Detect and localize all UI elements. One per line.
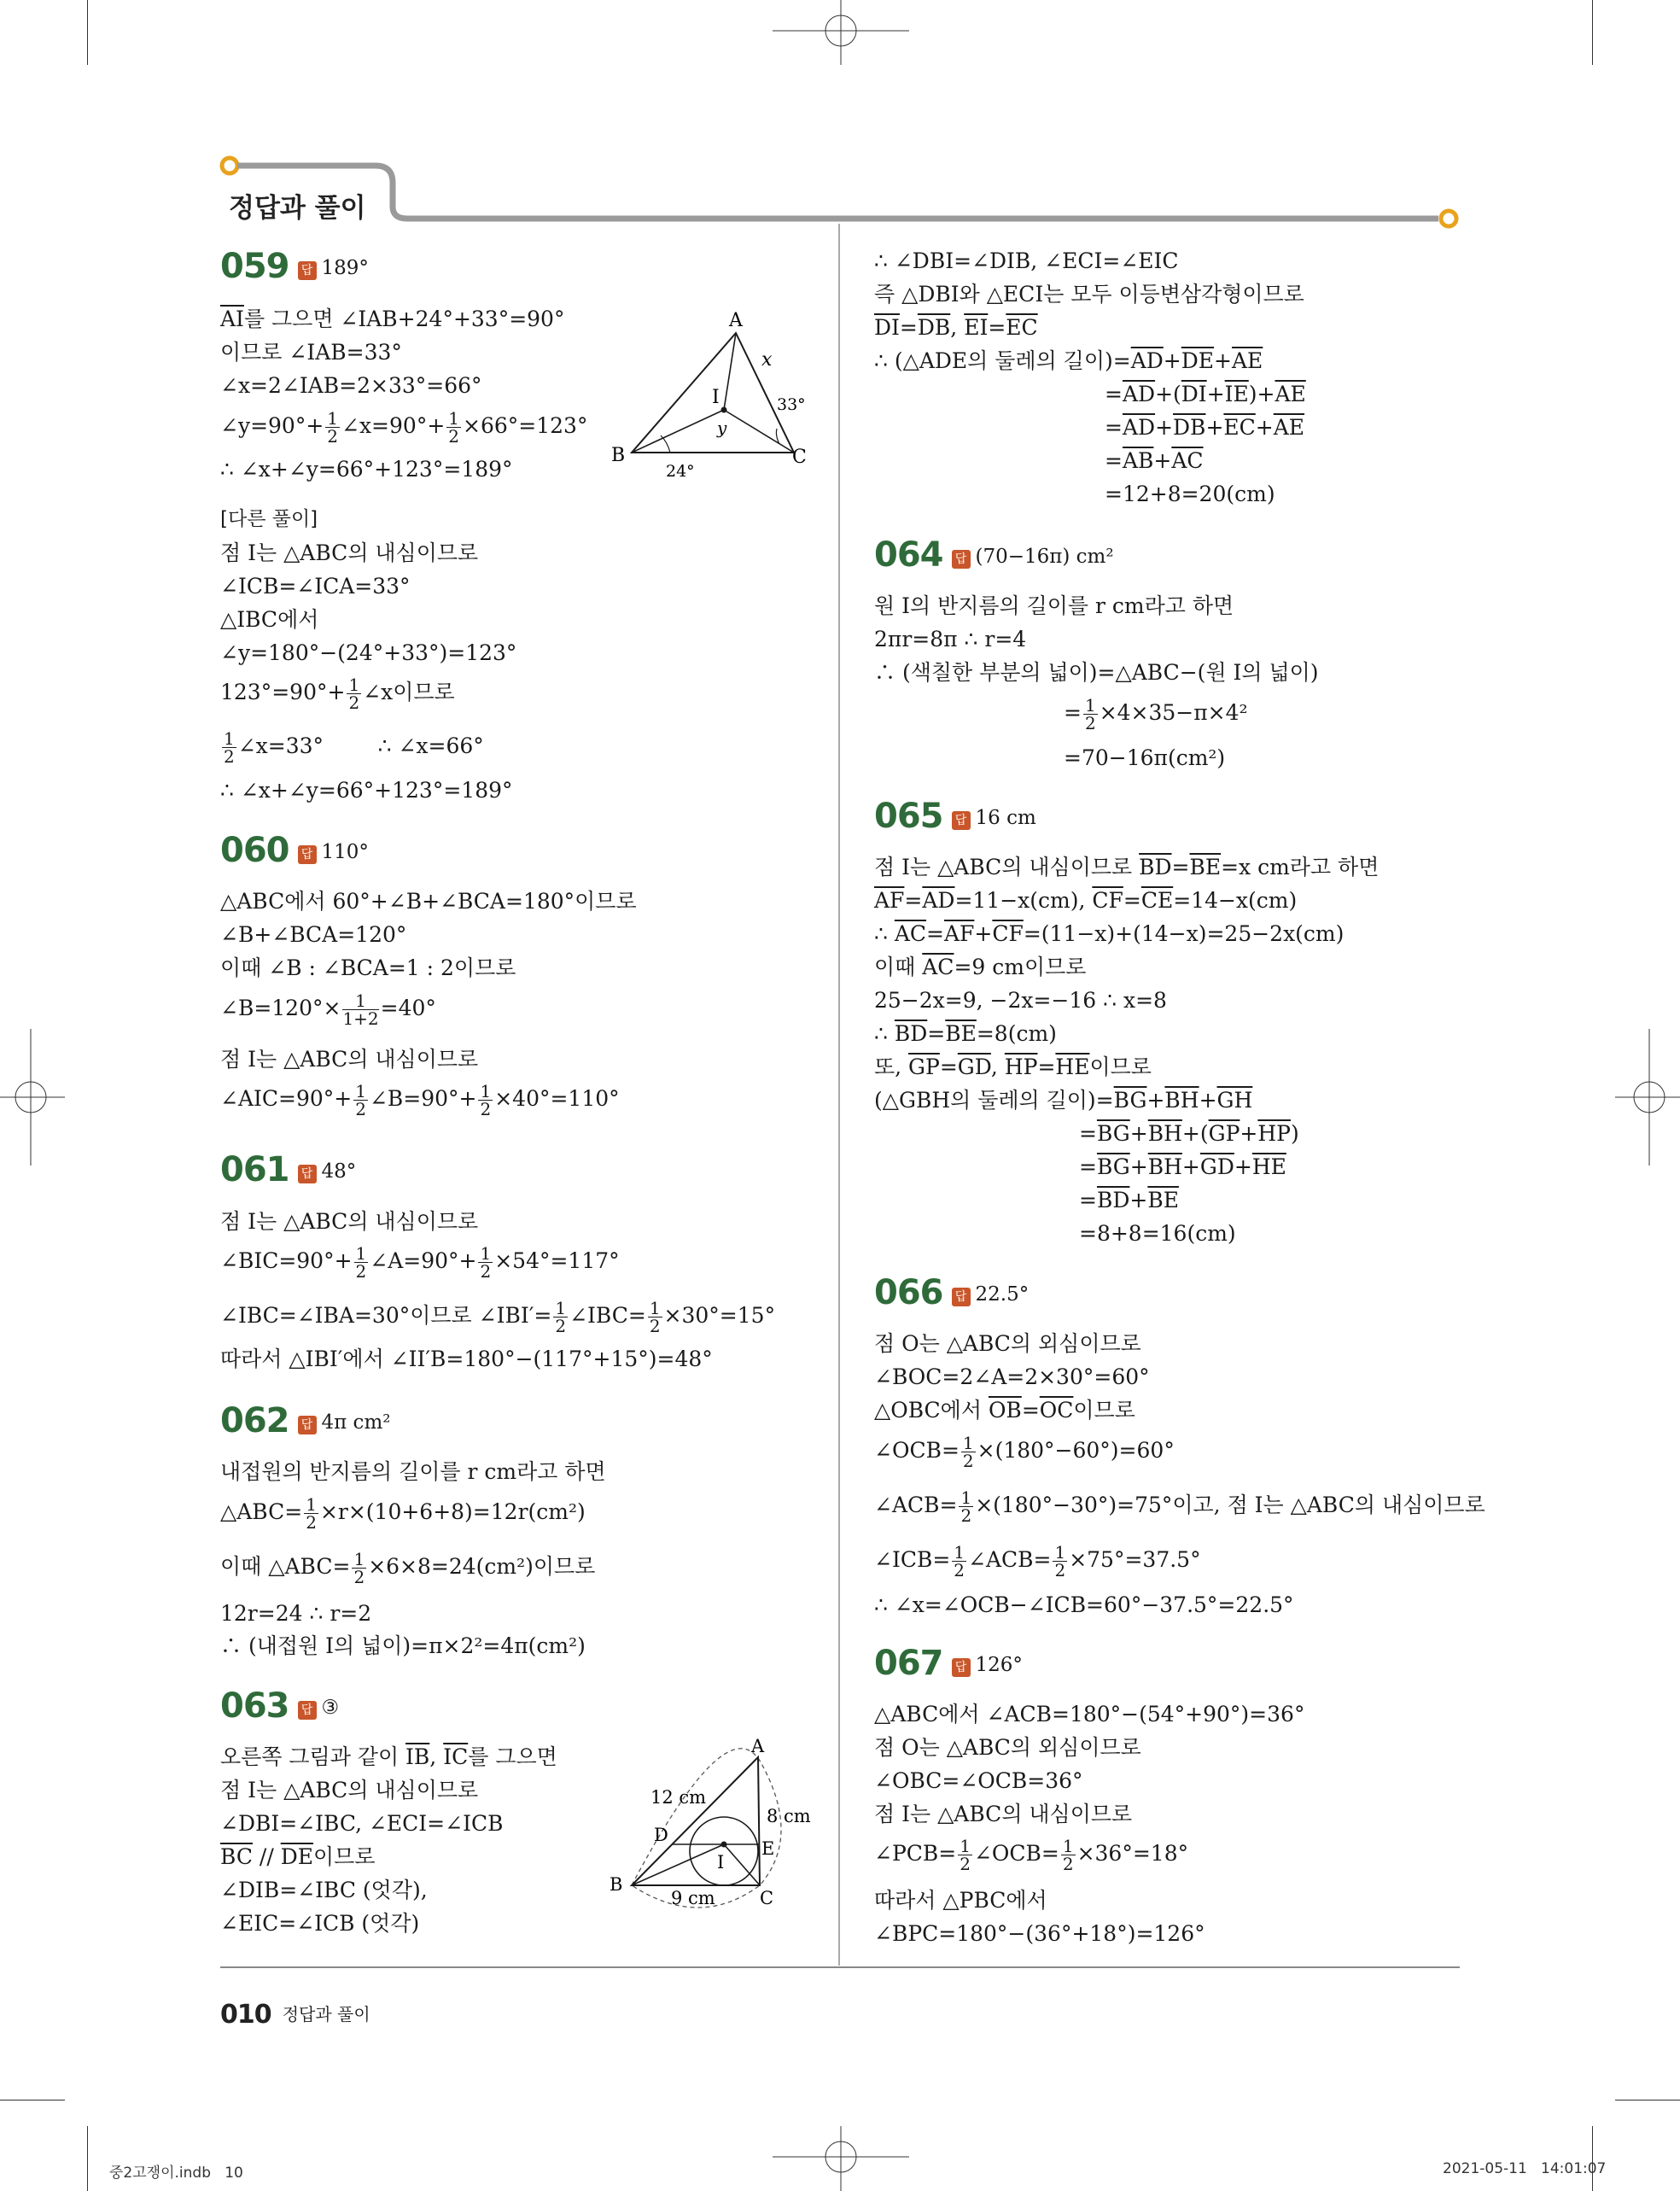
page-footer [220,2000,370,2030]
slug-filename: 중2고쟁이.indb 10 [109,2165,243,2182]
solution-line: 따라서 △PBC에서 [874,1888,1047,1913]
problem-number: 066 [874,1273,943,1312]
page-number: 010 [220,2000,271,2030]
solution-line: 점 O는 △ABC의 외심이므로 [874,1735,1141,1760]
solution-line: 이때 ∠B : ∠BCA=1 : 2이므로 [220,955,516,980]
solution-line: ∠B+∠BCA=120° [220,922,407,947]
answer-badge: 답 [952,1658,971,1677]
alt-solution-heading: [다른 풀이] [220,508,318,530]
solution-line: ∠BOC=2∠A=2×30°=60° [874,1364,1150,1389]
solution-line: $\frac{1}{2}$ ∠x=33° ∴ ∠x=66° [224,728,484,767]
solution-line: ∠y=90°+ $\frac{1}{2}$ ∠x=90°+ $\frac{1}{2}$ ×66°=123° [220,408,588,447]
label-a: A [729,310,743,331]
answer-badge: 답 [298,1416,317,1434]
problem-number: 060 [220,831,289,870]
solution-line: $\overline{BC} // \overline{DE}$이므로 [220,1844,376,1869]
solution-line: $=\overline{AB}+\overline{AC}$ [1105,448,1204,473]
label-b: B [611,445,626,466]
problem-060-header [220,831,369,870]
solution-line: 점 I는 △ABC의 내심이므로 [220,1209,479,1234]
problem-number: 062 [220,1401,289,1440]
solution-line: =12+8=20(cm) [1105,482,1275,506]
solution-line: ∠y=180°−(24°+33°)=123° [220,640,517,665]
column-divider [838,224,840,1966]
solution-line: 이때 $\overline{AC}=9$ cm이므로 [874,955,1087,979]
solution-line: =8+8=16(cm) [1079,1221,1236,1246]
label-i: I [717,1852,725,1873]
answer-value: (70−16π) cm² [975,546,1114,568]
problem-065-header [874,797,1036,836]
solution-line: $\overline{AF}=\overline{AD}=11-x(cm)$, $\overline{CF}=\overline{CE}=14-x(cm)$ [874,888,1298,913]
solution-line: ∠OCB= $\frac{1}{2}$ ×(180°−60°)=60° [874,1433,1175,1471]
figure-063-triangle [598,1733,828,1913]
answer-badge: 답 [298,1701,317,1720]
solution-line: △ABC에서 ∠ACB=180°−(54°+90°)=36° [874,1702,1305,1727]
solution-line: ∠ACB= $\frac{1}{2}$ ×(180°−30°)=75°이고, 점 I는 △ABC의 내심이므로 [874,1487,1485,1526]
solution-line: $=\overline{AD}+(\overline{DI}+\overline{IE})+\overline{AE}$ [1105,382,1306,406]
problem-number: 059 [220,247,289,286]
figure-059-triangle [598,307,820,478]
registration-mark-top [773,0,909,65]
solution-line: ∠BIC=90°+ $\frac{1}{2}$ ∠A=90°+ $\frac{1}{2}$ ×54°=117° [220,1243,620,1282]
registration-mark-bottom [773,2126,909,2191]
solution-line: ∠AIC=90°+ $\frac{1}{2}$ ∠B=90°+ $\frac{1}{2}$ ×40°=110° [220,1081,620,1119]
solution-line: ∴ ∠x=∠OCB−∠ICB=60°−37.5°=22.5° [874,1592,1294,1617]
label-x: x [761,349,773,371]
label-angle-b: 24° [666,462,695,478]
crop-mark [1592,2126,1593,2191]
solution-line: 점 I는 △ABC의 내심이므로 [220,1047,479,1072]
answer-value: 48° [321,1160,357,1183]
footer-label: 정답과 풀이 [282,2004,370,2024]
solution-line: 이때 △ABC= $\frac{1}{2}$ ×6×8=24(cm²)이므로 [220,1549,596,1587]
solution-line: △ABC에서 60°+∠B+∠BCA=180°이므로 [220,889,637,914]
label-e: E [761,1838,775,1859]
label-ac: 8 cm [767,1806,811,1826]
solution-line: 점 I는 △ABC의 내심이므로 $\overline{BD}=\overline{BE}=x$ cm라고 하면 [874,855,1380,879]
solution-line: 따라서 △IBI′에서 ∠II′B=180°−(117°+15°)=48° [220,1347,713,1371]
registration-mark-right [1615,1029,1680,1166]
crop-mark [87,2126,88,2191]
solution-line: ∠DIB=∠IBC (엇각), [220,1878,428,1902]
solution-line: 또, $\overline{GP}=\overline{GD}$, $\overline{HP}=\overline{HE}$이므로 [874,1055,1152,1079]
crop-mark [1592,0,1593,65]
solution-line: 123°=90°+ $\frac{1}{2}$ ∠x이므로 [220,675,455,713]
solution-line: ∠x=2∠IAB=2×33°=66° [220,373,482,398]
problem-062-header [220,1401,391,1440]
bottom-rule [220,1966,1460,1968]
solution-line: $=\overline{BD}+\overline{BE}$ [1079,1188,1179,1212]
answer-value: 22.5° [975,1283,1030,1306]
solution-line: $=\overline{BG}+\overline{BH}+\overline{GD}+\overline{HE}$ [1079,1154,1286,1179]
problem-number: 061 [220,1150,289,1189]
problem-059-header [220,247,369,286]
answer-value: 16 cm [975,807,1036,829]
answer-badge: 답 [952,550,971,569]
solution-line: △ABC= $\frac{1}{2}$ ×r×(10+6+8)=12r(cm²) [220,1494,586,1533]
solution-line: ∴ (내접원 I의 넓이)=π×2²=4π(cm²) [220,1633,586,1658]
solution-line: ∠ICB=∠ICA=33° [220,574,411,599]
solution-line: (△GBH의 둘레의 길이)$=\overline{BG}+\overline{BH}+\overline{GH}$ [874,1088,1253,1113]
label-i: I [712,387,720,408]
solution-line: 점 I는 △ABC의 내심이므로 [220,1778,479,1802]
solution-line: $=\overline{BG}+\overline{BH}+(\overline{GP}+\overline{HP})$ [1079,1121,1299,1146]
label-d: D [654,1825,668,1845]
answer-badge: 답 [298,1165,317,1183]
label-ab: 12 cm [650,1787,707,1808]
solution-line: $\overline{DI}=\overline{DB}$, $\overline{EI}=\overline{EC}$ [874,315,1038,340]
answer-value: 4π cm² [321,1411,391,1434]
solution-line: 원 I의 반지름의 길이를 r cm라고 하면 [874,593,1234,618]
answer-value: 126° [975,1654,1023,1676]
label-y: y [717,418,727,438]
solution-line: 오른쪽 그림과 같이 $\overline{IB}$, $\overline{IC}$를 그으면 [220,1744,557,1769]
solution-line: 12r=24 ∴ r=2 [220,1601,372,1626]
solution-line: ∠DBI=∠IBC, ∠ECI=∠ICB [220,1811,504,1836]
problem-061-header [220,1150,357,1189]
solution-line: ∴ $\overline{AC}=\overline{AF}+\overline{CF}=(11-x)+(14-x)=25-2x(cm)$ [874,921,1345,946]
problem-066-header [874,1273,1030,1312]
page-header-title: 정답과 풀이 [229,193,366,224]
solution-line: $\overline{AI}$를 그으면 ∠IAB+24°+33°=90° [220,307,565,331]
solution-line: $=\overline{AD}+\overline{DB}+\overline{EC}+\overline{AE}$ [1105,415,1305,440]
label-c: C [792,447,807,468]
solution-line: ∠EIC=∠ICB (엇각) [220,1911,420,1936]
problem-number: 064 [874,535,943,575]
problem-064-header [874,535,1114,575]
solution-line: 2πr=8π ∴ r=4 [874,627,1027,651]
crop-mark [87,0,88,65]
problem-063-header [220,1686,340,1726]
solution-line: ∠ICB= $\frac{1}{2}$ ∠ACB= $\frac{1}{2}$ ×75°=37.5° [874,1542,1201,1580]
solution-line: ∴ ∠x+∠y=66°+123°=189° [220,778,513,803]
solution-line: ∠PCB= $\frac{1}{2}$ ∠OCB= $\frac{1}{2}$ ×36°=18° [874,1836,1189,1874]
label-angle-c: 33° [777,395,806,414]
solution-line: ∠BPC=180°−(36°+18°)=126° [874,1921,1205,1946]
solution-line: 내접원의 반지름의 길이를 r cm라고 하면 [220,1459,606,1484]
solution-line: ∴ ∠DBI=∠DIB, ∠ECI=∠EIC [874,248,1179,273]
solution-line: ∠OBC=∠OCB=36° [874,1768,1083,1793]
solution-line: 점 I는 △ABC의 내심이므로 [874,1802,1133,1826]
solution-line: 25−2x=9, −2x=−16 ∴ x=8 [874,988,1167,1013]
answer-badge: 답 [298,845,317,864]
problem-number: 067 [874,1644,943,1683]
problem-067-header [874,1644,1023,1683]
answer-badge: 답 [298,261,317,280]
solution-line: = $\frac{1}{2}$ ×4×35−π×4² [1064,695,1248,733]
solution-line: 즉 △DBI와 △ECI는 모두 이등변삼각형이므로 [874,282,1304,307]
answer-badge: 답 [952,1288,971,1306]
solution-line: ∴ (색칠한 부분의 넓이)=△ABC−(원 I의 넓이) [874,660,1319,685]
label-c: C [760,1888,774,1908]
solution-line: 이므로 ∠IAB=33° [220,340,402,365]
slug-time-value: 14:01:07 [1541,2160,1607,2177]
solution-line: ∴ ∠x+∠y=66°+123°=189° [220,457,513,482]
solution-line: ∠IBC=∠IBA=30°이므로 ∠IBI′= $\frac{1}{2}$ ∠IBC= $\frac{1}{2}$ ×30°=15° [220,1298,776,1336]
solution-line: ∴ (△ADE의 둘레의 길이)$=\overline{AD}+\overline{DE}+\overline{AE}$ [874,348,1263,373]
label-b: B [610,1874,623,1895]
solution-line: 점 I는 △ABC의 내심이므로 [220,540,479,565]
registration-mark-left [0,1029,65,1166]
solution-line: △IBC에서 [220,607,319,632]
problem-number: 063 [220,1686,289,1726]
solution-line: ∠B=120°× $\frac{1}{1+2}$ =40° [220,990,436,1029]
label-bc: 9 cm [671,1888,715,1908]
slug-date [1443,2160,1606,2177]
problem-number: 065 [874,797,943,836]
solution-line: ∴ $\overline{BD}=\overline{BE}=8(cm)$ [874,1021,1057,1046]
header-decoration [218,154,1464,239]
answer-badge: 답 [952,811,971,830]
answer-value: ③ [321,1697,340,1719]
solution-line: △OBC에서 $\overline{OB}=\overline{OC}$이므로 [874,1398,1135,1423]
label-a: A [751,1736,765,1756]
answer-value: 189° [321,257,369,279]
solution-line: =70−16π(cm²) [1064,745,1226,770]
solution-line: 점 O는 △ABC의 외심이므로 [874,1331,1141,1356]
slug-date-value: 2021-05-11 [1443,2160,1527,2177]
answer-value: 110° [321,841,369,863]
